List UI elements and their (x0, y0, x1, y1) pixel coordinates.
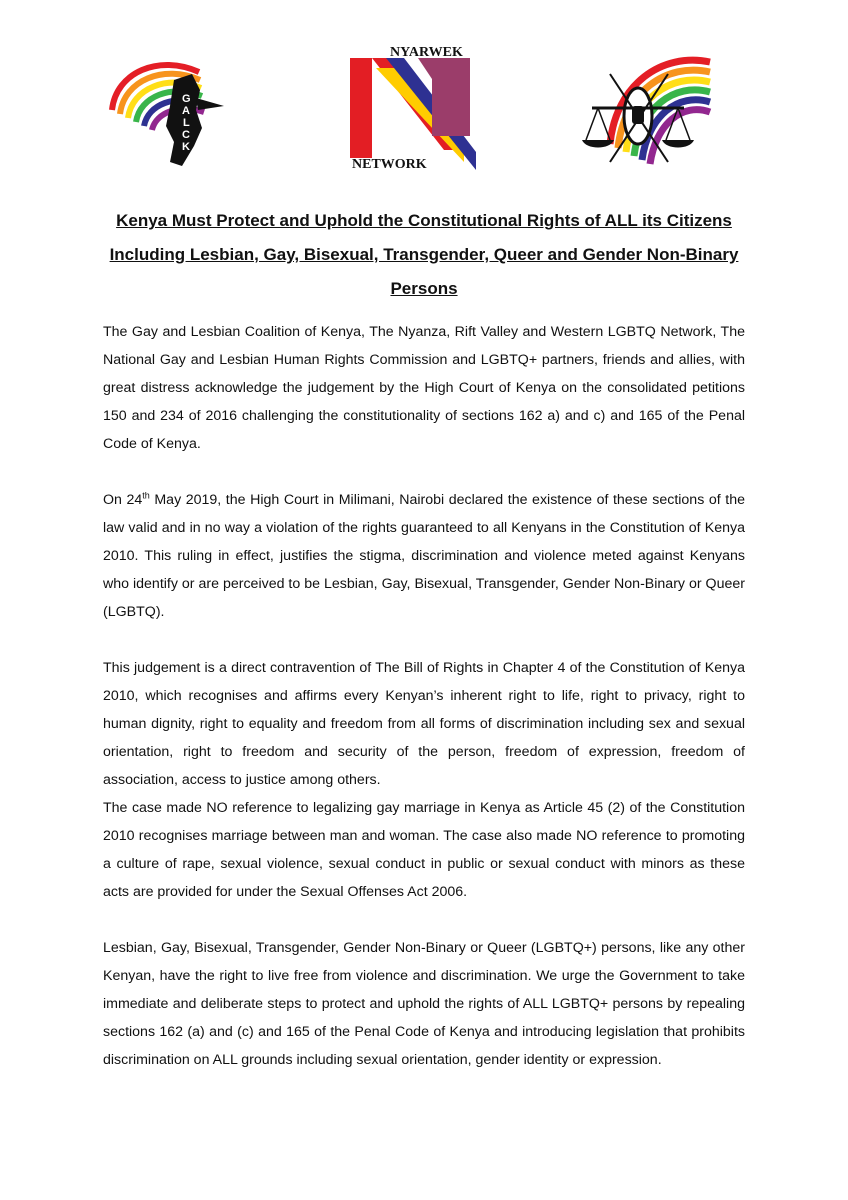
galck-logo (104, 50, 234, 170)
title-line-1: Kenya Must Protect and Uphold the Constitutional Rights of ALL its Citizens (116, 211, 732, 230)
paragraph-no-reference: The case made NO reference to legalizing gay marriage in Kenya as Article 45 (2) of the Constitution 2010 recognises marriage between man and woman. The case also made NO reference to promoting a culture of rape, sexual violence, sexual conduct in public or sexual conduct with minors as these acts are provided for under the Sexual Offenses Act 2006. (103, 800, 745, 900)
svg-text:A: A (182, 105, 190, 117)
document-body (103, 318, 745, 1074)
svg-text:C: C (182, 129, 190, 141)
svg-text:NYARWEK: NYARWEK (390, 45, 463, 60)
logo-header (0, 40, 848, 180)
paragraph-call-to-action: Lesbian, Gay, Bisexual, Transgender, Gender Non-Binary or Queer (LGBTQ+) persons, like any other Kenyan, have the right to live free from violence and discrimination. We urge the Government to take immediate and deliberate steps to protect and uphold the rights of ALL LGBTQ+ persons by repealing sections 162 (a) and (c) and 165 of the Penal Code of Kenya and introducing legislation that prohibits discrimination on ALL grounds including sexual orientation, gender identity or expression. (103, 940, 745, 1068)
paragraph-ruling (103, 486, 745, 626)
ruling-text: May 2019, the High Court in Milimani, Nairobi declared the existence of these sections of the law valid and in no way a violation of the rights guaranteed to all Kenyans in the Constitution of Kenya 2010. This ruling in effect, justifies the stigma, discrimination and violence meted against Kenyans who identify or are perceived to be Lesbian, Gay, Bisexual, Transgender, Gender Non-Binary or Queer (LGBTQ). (103, 492, 745, 620)
title-line-3: Persons (390, 279, 458, 298)
ordinal-suffix: th (142, 490, 150, 501)
svg-text:NETWORK: NETWORK (352, 157, 427, 172)
paragraph-bill-of-rights: This judgement is a direct contravention of The Bill of Rights in Chapter 4 of the Constitution of Kenya 2010, which recognises and affirms every Kenyan’s inherent right to life, right to privacy, right to human dignity, right to equality and freedom from all forms of discrimination including sex and sexual orientation, right to freedom and security of the person, freedom of expression, freedom of association, access to justice among others. (103, 660, 745, 788)
svg-text:K: K (182, 141, 190, 153)
title-line-2: Including Lesbian, Gay, Bisexual, Transgender, Queer and Gender Non-Binary (109, 245, 739, 264)
nghrc-logo (572, 44, 712, 174)
svg-text:L: L (183, 117, 190, 129)
paragraph-intro: The Gay and Lesbian Coalition of Kenya, The Nyanza, Rift Valley and Western LGBTQ Network, The National Gay and Lesbian Human Rights Commission and LGBTQ+ partners, friends and allies, with great distress acknowledge the judgement by the High Court of Kenya on the consolidated petitions 150 and 234 of 2016 challenging the constitutionality of sections 162 a) and c) and 165 of the Penal Code of Kenya. (103, 324, 745, 452)
svg-text:G: G (182, 93, 191, 105)
document-title (96, 204, 752, 306)
nyarwek-logo (346, 44, 486, 174)
ruling-date-prefix: On 24 (103, 492, 143, 508)
